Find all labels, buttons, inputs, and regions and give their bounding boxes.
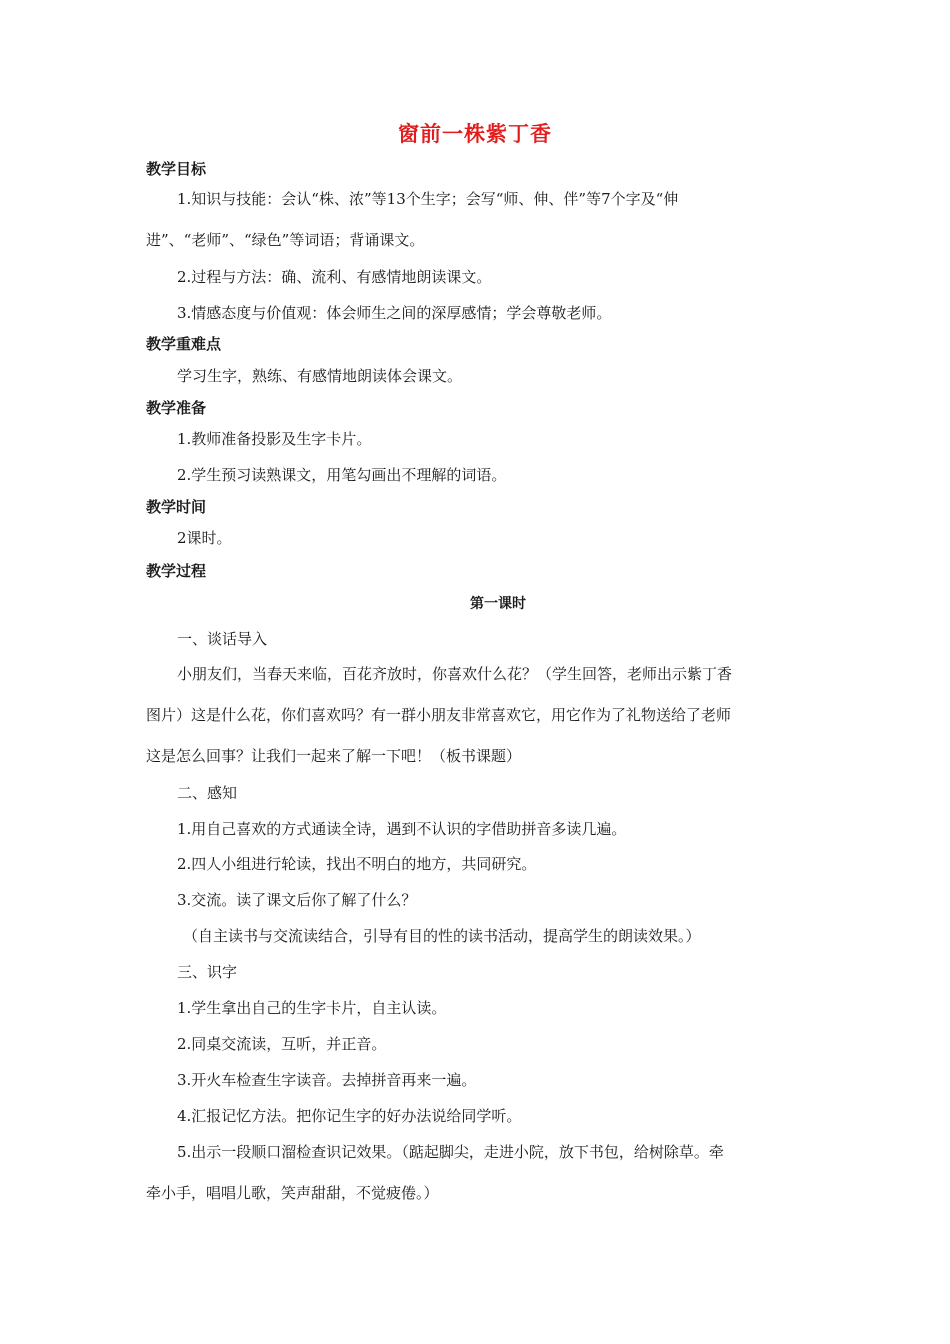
paragraph-goal3: 3.情感态度与价值观：体会师生之间的深厚感情；学会尊敬老师。 [177, 304, 612, 322]
paragraph-part1-continued-2: 这是怎么回事？让我们一起来了解一下吧！（板书课题） [146, 747, 522, 765]
document-title: 窗前一株紫丁香 [398, 122, 552, 146]
paragraph-part3-5-continued: 牵小手，唱唱儿歌，笑声甜甜，不觉疲倦。） [146, 1184, 439, 1202]
section-heading-preparation: 教学准备 [146, 399, 207, 417]
section-heading-time: 教学时间 [146, 498, 207, 516]
paragraph-goal1: 1.知识与技能：会认“株、浓”等13个生字；会写“师、伸、伴”等7个字及“伸 [177, 190, 679, 208]
paragraph-part3-5: 5.出示一段顺口溜检查识记效果。（踮起脚尖，走进小院，放下书包，给树除草。牵 [177, 1143, 724, 1161]
part3-heading: 三、识字 [177, 963, 238, 981]
paragraph-part1: 小朋友们，当春天来临，百花齐放时，你喜欢什么花？（学生回答，老师出示紫丁香 [177, 665, 733, 683]
section-heading-process: 教学过程 [146, 562, 207, 580]
paragraph-part3-2: 2.同桌交流读，互听，并正音。 [177, 1035, 387, 1053]
paragraph-goal1-continued: 进”、“老师”、“绿色”等词语；背诵课文。 [146, 231, 425, 249]
paragraph-part2-2: 2.四人小组进行轮读，找出不明白的地方，共同研究。 [177, 855, 537, 873]
paragraph-key-points: 学习生字，熟练、有感情地朗读体会课文。 [177, 367, 463, 385]
part2-heading: 二、感知 [177, 784, 238, 802]
paragraph-time: 2课时。 [177, 529, 232, 547]
paragraph-part3-1: 1.学生拿出自己的生字卡片，自主认读。 [177, 999, 447, 1017]
paragraph-part2-1: 1.用自己喜欢的方式通读全诗，遇到不认识的字借助拼音多读几遍。 [177, 820, 627, 838]
paragraph-part1-continued-1: 图片）这是什么花，你们喜欢吗？有一群小朋友非常喜欢它，用它作为了礼物送给了老师 [146, 706, 732, 724]
lesson-heading-first: 第一课时 [470, 596, 526, 612]
paragraph-prep1: 1.教师准备投影及生字卡片。 [177, 430, 372, 448]
paragraph-part3-3: 3.开火车检查生字读音。去掉拼音再来一遍。 [177, 1071, 477, 1089]
paragraph-part2-3: 3.交流。读了课文后你了解了什么？ [177, 891, 417, 909]
paragraph-prep2: 2.学生预习读熟课文，用笔勾画出不理解的词语。 [177, 466, 507, 484]
section-heading-key-points: 教学重难点 [146, 335, 222, 353]
paragraph-part2-note: （自主读书与交流读结合，引导有目的性的读书活动，提高学生的朗读效果。） [183, 927, 701, 945]
part1-heading: 一、谈话导入 [177, 630, 268, 648]
paragraph-goal2: 2.过程与方法：确、流利、有感情地朗读课文。 [177, 268, 492, 286]
section-heading-goals: 教学目标 [146, 160, 207, 178]
paragraph-part3-4: 4.汇报记忆方法。把你记生字的好办法说给同学听。 [177, 1107, 522, 1125]
